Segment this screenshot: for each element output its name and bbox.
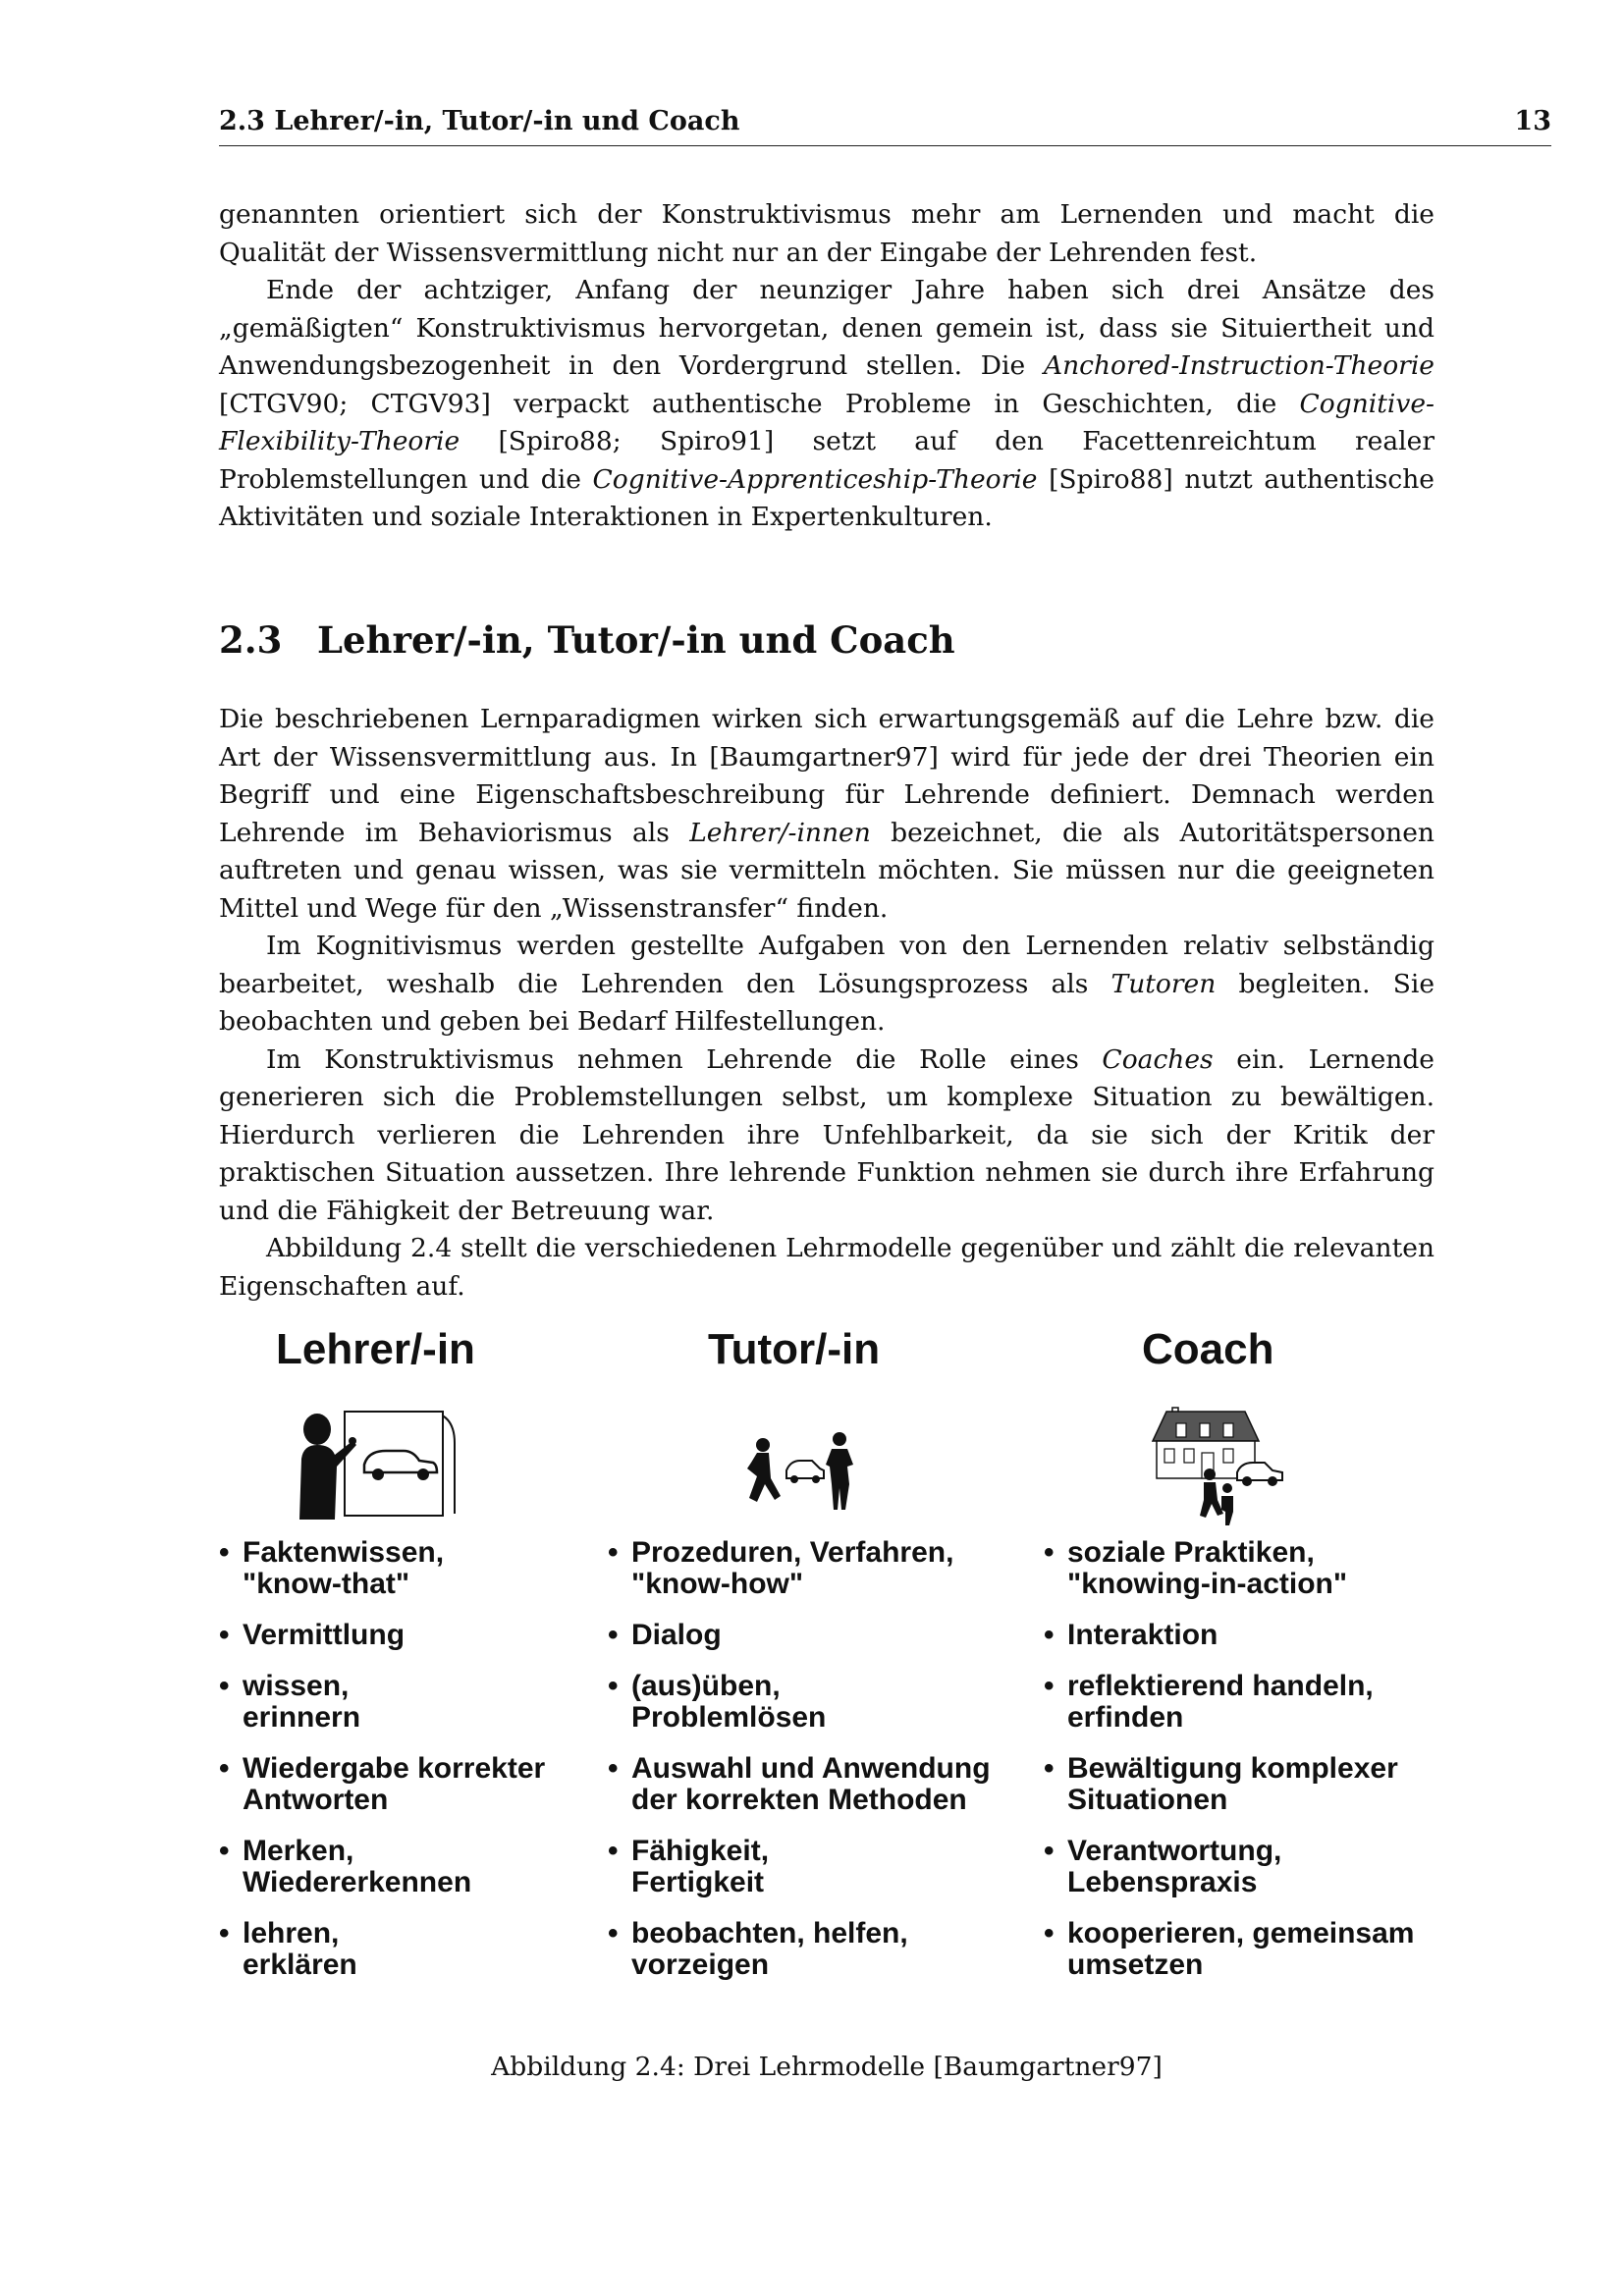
intro-paragraph-1: genannten orientiert sich der Konstruktivismus mehr am Lernenden und macht die Qualität der Wissensvermittlung nicht nur an der Eingabe der Lehrenden fest. <box>219 199 1435 268</box>
list-item: • Wiedergabe korrekter Antworten <box>219 1753 606 1816</box>
teacher-at-flipchart-icon <box>288 1404 474 1526</box>
list-item: • kooperieren, gemeinsam umsetzen <box>1044 1918 1421 1981</box>
body-paragraph-4: Abbildung 2.4 stellt die verschiedenen Lehrmodelle gegenüber und zählt die relevanten Eigenschaften auf. <box>219 1233 1435 1302</box>
tutor-property-list <box>608 1537 1044 2001</box>
list-item: • Dialog <box>608 1620 1044 1651</box>
text-run: [CTGV90; CTGV93] verpackt authentische Probleme in Geschichten, die <box>219 388 1300 419</box>
column-title: Coach <box>1142 1325 1274 1373</box>
list-item: • Faktenwissen, "know-that" <box>219 1537 429 1600</box>
running-header <box>219 106 1551 146</box>
coach-house-scene-icon <box>1147 1402 1304 1534</box>
body-paragraph-3 <box>219 1041 1435 1231</box>
text-run: [Spiro88; Spiro91] setzt auf den Facettenreichtum realer Problemstellungen und die <box>219 426 1435 495</box>
body-paragraph-2 <box>219 928 1435 1041</box>
list-item: • Auswahl und Anwendung der korrekten Methoden <box>608 1753 1044 1816</box>
text-run: Die beschriebenen Lernparadigmen wirken sich erwartungsgemäß auf die Lehre bzw. die Art der Wissensvermittlung aus. In [Baumgartner97] wird für jede der drei Theorien ein Begriff und eine Eigenschaftsbeschreibung für Lehrende definiert. Demnach werden Lehrende im Behaviorismus als <box>219 704 1435 848</box>
section-body <box>219 701 1435 1306</box>
section-heading <box>219 618 955 662</box>
list-item: • beobachten, helfen, vorzeigen <box>608 1918 926 1981</box>
text-run: [Spiro88] nutzt authentische Aktivitäten und soziale Interaktionen in Expertenkulturen. <box>219 463 1435 532</box>
text-run: Im Kognitivismus werden gestellte Aufgaben von den Lernenden relativ selbständig bearbeitet, weshalb die Lehrenden den Lösungsprozess als <box>219 931 1435 999</box>
list-item: • Bewältigung komplexer Situationen <box>1044 1753 1440 1816</box>
column-title: Tutor/-in <box>708 1325 881 1373</box>
list-item: • reflektierend handeln, erfinden <box>1044 1671 1421 1734</box>
tutor-with-learner-icon <box>735 1431 863 1524</box>
column-title: Lehrer/-in <box>276 1325 475 1373</box>
lehrer-property-list <box>219 1537 606 2001</box>
text-run: Ende der achtziger, Anfang der neunziger Jahre haben sich drei Ansätze des „gemäßigten“ Konstruktivismus hervorgetan, denen gemein ist, dass sie Situiertheit und Anwendungsbezogenheit in den Vordergrund stellen. Die <box>219 275 1435 381</box>
theory-term-apprenticeship: Cognitive-Apprenticeship-Theorie <box>592 463 1038 495</box>
theory-term-anchored: Anchored-Instruction-Theorie <box>1043 350 1435 381</box>
theory-term-flexibility: Cognitive-Flexibility-Theorie <box>219 388 1435 456</box>
list-item: • (aus)üben, Problemlösen <box>608 1671 808 1734</box>
running-header-title: 2.3 Lehrer/-in, Tutor/-in und Coach <box>219 106 740 136</box>
intro-paragraph-2 <box>219 272 1435 537</box>
list-item: • Verantwortung, Lebenspraxis <box>1044 1836 1313 1898</box>
section-title: Lehrer/-in, Tutor/-in und Coach <box>317 618 955 662</box>
figure-teaching-models <box>219 1325 1435 2071</box>
list-item: • Vermittlung <box>219 1620 606 1651</box>
list-item: • Interaktion <box>1044 1620 1440 1651</box>
page-number: 13 <box>1514 106 1551 136</box>
text-run: Im Konstruktivismus nehmen Lehrende die Rolle eines <box>266 1043 1103 1075</box>
term-coaches: Coaches <box>1102 1043 1214 1075</box>
term-tutoren: Tutoren <box>1110 968 1217 999</box>
list-item: • soziale Praktiken, "knowing-in-action" <box>1044 1537 1421 1600</box>
term-lehrer: Lehrer/-innen <box>689 817 871 848</box>
coach-property-list <box>1044 1537 1440 2001</box>
list-item: • Fähigkeit, Fertigkeit <box>608 1836 779 1898</box>
list-item: • Prozeduren, Verfahren, "know-how" <box>608 1537 985 1600</box>
figure-caption: Abbildung 2.4: Drei Lehrmodelle [Baumgartner97] <box>491 2052 1163 2082</box>
list-item: • lehren, erklären <box>219 1918 380 1981</box>
body-paragraph-1 <box>219 701 1435 928</box>
intro-text <box>219 196 1435 537</box>
text-run: bezeichnet, die als Autoritätspersonen auftreten und genau wissen, was sie vermitteln möchten. Sie müssen nur die geeigneten Mittel und Wege für den „Wissenstransfer“ finden. <box>219 817 1435 924</box>
text-run: ein. Lernende generieren sich die Problemstellungen selbst, um komplexe Situation zu bewältigen. Hierdurch verlieren die Lehrenden ihre Unfehlbarkeit, da sie sich der Kritik der praktischen Situation aussetzen. Ihre lehrende Funktion nehmen sie durch ihre Erfahrung und die Fähigkeit der Betreuung war. <box>219 1043 1435 1226</box>
list-item: • Merken, Wiedererkennen <box>219 1836 517 1898</box>
list-item: • wissen, erinnern <box>219 1671 380 1734</box>
text-run: begleiten. Sie beobachten und geben bei Bedarf Hilfestellungen. <box>219 968 1435 1037</box>
section-number: 2.3 <box>219 618 283 662</box>
